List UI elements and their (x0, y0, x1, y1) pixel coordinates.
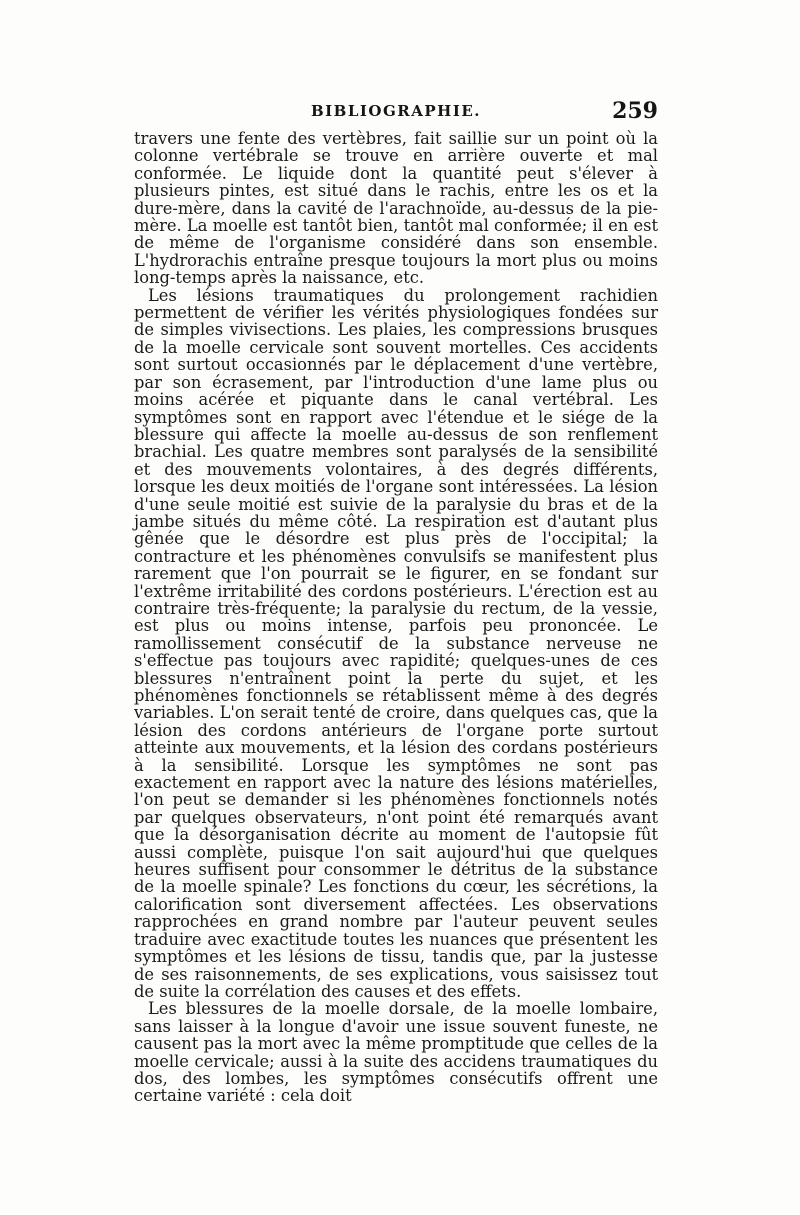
paragraph-2: Les lésions traumatiques du prolongement rachidien permettent de vérifier les vérités physiologiques fondées sur de simples vivisections. Les plaies, les compressions brusques de la moelle cervicale sont souvent mortelles. Ces accidents sont surtout occasionnés par le déplacement d'une vertèbre, par son écrasement, par l'introduction d'une lame plus ou moins acérée et piquante dans le canal vertébral. Les symptômes sont en rapport avec l'étendue et le siége de la blessure qui affecte la moelle au-dessus de son renflement brachial. Les quatre membres sont paralysés de la sensibilité et des mouvements volontaires, à des degrés différents, lorsque les deux moitiés de l'organe sont intéressées. La lésion d'une seule moitié est suivie de la paralysie du bras et de la jambe situés du même côté. La respiration est d'autant plus gênée que le désordre est plus près de l'occipital; la contracture et les phénomènes convulsifs se manifestent plus rarement que l'on pourrait se le figurer, en se fondant sur l'extrême irritabilité des cordons postérieurs. L'érection est au contraire très-fréquente; la paralysie du rectum, de la vessie, est plus ou moins intense, parfois peu prononcée. Le ramollissement consécutif de la substance nerveuse ne s'effectue pas toujours avec rapidité; quelques-unes de ces blessures n'entraînent point la perte du sujet, et les phénomènes fonctionnels se rétablissent même à des degrés variables. L'on serait tenté de croire, dans quelques cas, que la lésion des cordons antérieurs de l'organe porte surtout atteinte aux mouvements, et la lésion des cordans postérieurs à la sensibilité. Lorsque les symptômes ne sont pas exactement en rapport avec la nature des lésions matérielles, l'on peut se demander si les phénomènes fonctionnels notés par quelques observateurs, n'ont point été remarqués avant que la désorganisation décrite au moment de l'autopsie fût aussi complète, puisque l'on sait aujourd'hui que quelques heures suffisent pour consommer le détritus de la substance de la moelle spinale? Les fonctions du cœur, les sécrétions, la calorification sont diversement affectées. Les observations rapprochées en grand nombre par l'auteur peuvent seules traduire avec exactitude toutes les nuances que présentent les symptômes et les lésions de tissu, tandis que, par la justesse de ses raisonnements, de ses explications, vous saisissez tout de suite la corrélation des causes et des effets. (134, 285, 658, 1001)
paragraph-1: travers une fente des vertèbres, fait saillie sur un point où la colonne vertébrale se trouve en arrière ouverte et mal conformée. Le liquide dont la quantité peut s'élever à plusieurs pintes, est situé dans le rachis, entre les os et la dure-mère, dans la cavité de l'arachnoïde, au-dessus de la pie-mère. La moelle est tantôt bien, tantôt mal conformée; il en est de même de l'organisme considéré dans son ensemble. L'hydrorachis entraîne presque toujours la mort plus ou moins long-temps après la naissance, etc. (134, 129, 658, 288)
body-text (134, 130, 658, 1105)
page-number: 259 (612, 98, 658, 124)
page-header (134, 98, 658, 130)
paragraph-3: Les blessures de la moelle dorsale, de la moelle lombaire, sans laisser à la longue d'avoir une issue souvent funeste, ne causent pas la mort avec la même promptitude que celles de la moelle cervicale; aussi à la suite des accidens traumatiques du dos, des lombes, les symptômes consécutifs offrent une certaine variété : cela doit (134, 999, 658, 1106)
running-head: BIBLIOGRAPHIE. (310, 102, 482, 120)
